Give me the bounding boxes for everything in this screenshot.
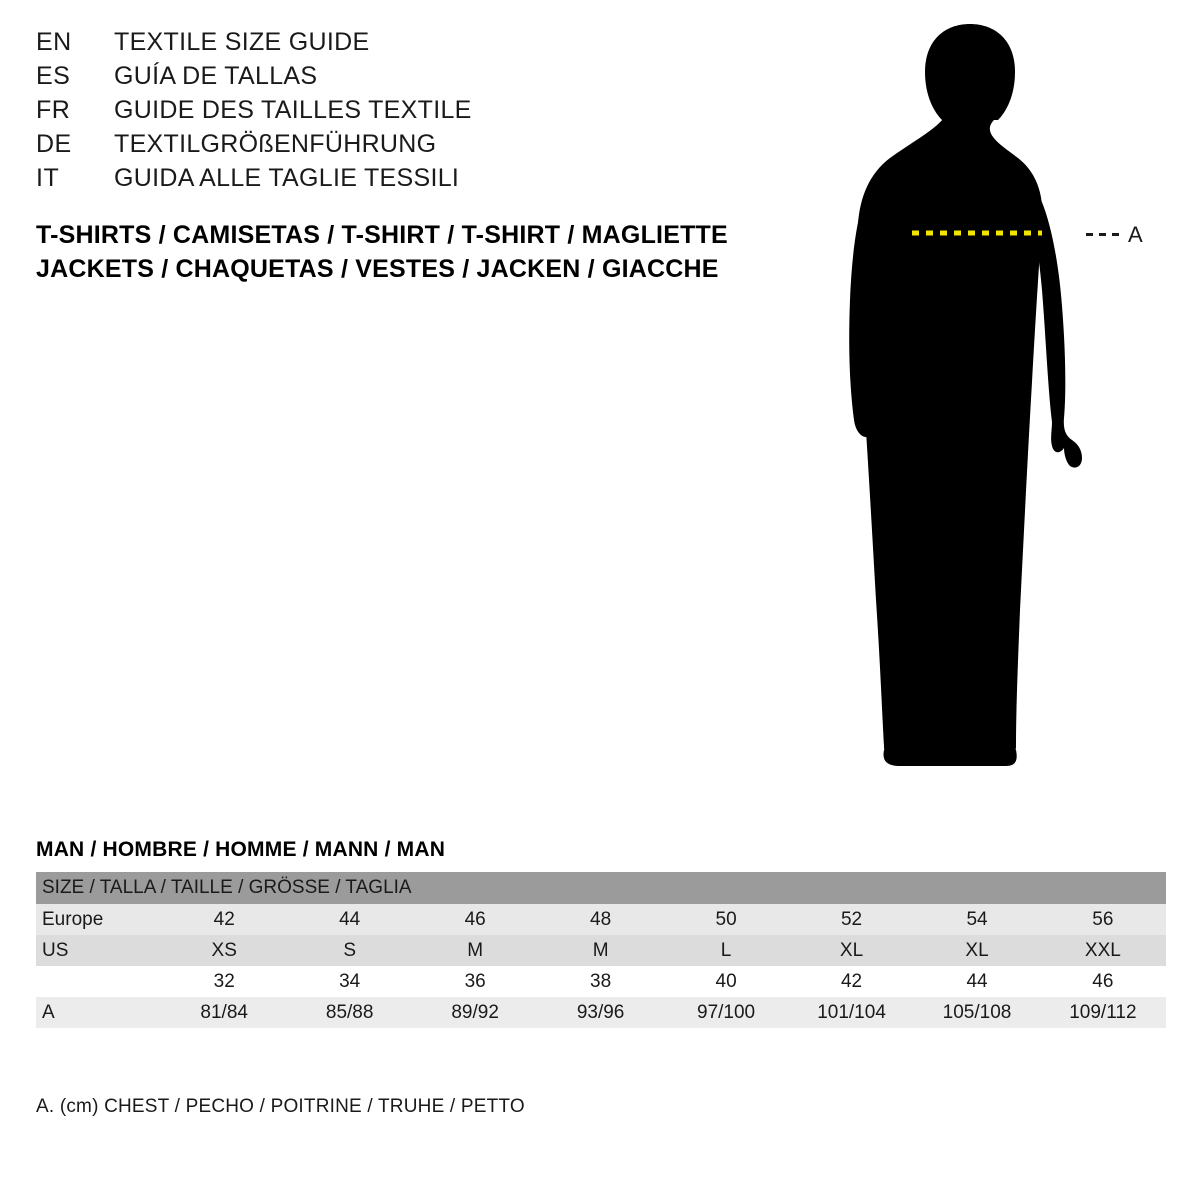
language-list [36, 28, 756, 198]
table-row [36, 935, 1166, 966]
cell-value: 44 [914, 966, 1039, 997]
language-text: GUIDE DES TAILLES TEXTILE [114, 96, 472, 124]
row-label: A [36, 997, 161, 1028]
size-table [36, 872, 1166, 1028]
row-label [36, 966, 161, 997]
cell-value: 89/92 [412, 997, 537, 1028]
cell-value: 32 [161, 966, 286, 997]
table-row [36, 904, 1166, 935]
cell-value: 97/100 [663, 997, 788, 1028]
language-code: EN [36, 28, 72, 56]
footnote-chest: A. (cm) CHEST / PECHO / POITRINE / TRUHE / PETTO [36, 1096, 525, 1117]
cell-value: M [538, 935, 663, 966]
cell-value: 36 [412, 966, 537, 997]
cell-value: 38 [538, 966, 663, 997]
cell-value: 105/108 [914, 997, 1039, 1028]
language-code: ES [36, 62, 71, 90]
cell-value: 42 [161, 904, 286, 935]
category-jackets: JACKETS / CHAQUETAS / VESTES / JACKEN / GIACCHE [36, 255, 719, 283]
garment-categories [36, 218, 796, 286]
table-row [36, 997, 1166, 1028]
cell-value: 93/96 [538, 997, 663, 1028]
cell-value: XXL [1040, 935, 1166, 966]
language-code: FR [36, 96, 71, 124]
cell-value: 40 [663, 966, 788, 997]
row-label: Europe [36, 904, 161, 935]
measure-leader-dashes [1086, 233, 1120, 236]
cell-value: 52 [789, 904, 914, 935]
language-row-fr [36, 96, 756, 130]
measure-label-a: A [1128, 222, 1143, 247]
cell-value: 85/88 [287, 997, 412, 1028]
cell-value: 42 [789, 966, 914, 997]
cell-value: 44 [287, 904, 412, 935]
language-text: TEXTILGRÖßENFÜHRUNG [114, 130, 437, 158]
cell-value: 56 [1040, 904, 1166, 935]
table-row [36, 966, 1166, 997]
language-row-es [36, 62, 756, 96]
cell-value: 34 [287, 966, 412, 997]
cell-value: 48 [538, 904, 663, 935]
table-header-label: SIZE / TALLA / TAILLE / GRÖSSE / TAGLIA [36, 872, 1166, 904]
language-row-de [36, 130, 756, 164]
language-code: DE [36, 130, 72, 158]
row-label: US [36, 935, 161, 966]
cell-value: 46 [412, 904, 537, 935]
gender-title: MAN / HOMBRE / HOMME / MANN / MAN [36, 838, 446, 861]
cell-value: XS [161, 935, 286, 966]
language-text: TEXTILE SIZE GUIDE [114, 28, 370, 56]
language-code: IT [36, 164, 60, 192]
cell-value: 46 [1040, 966, 1166, 997]
cell-value: 109/112 [1040, 997, 1166, 1028]
cell-value: XL [789, 935, 914, 966]
cell-value: L [663, 935, 788, 966]
size-table-section [36, 838, 1166, 1028]
cell-value: 101/104 [789, 997, 914, 1028]
category-tshirts: T-SHIRTS / CAMISETAS / T-SHIRT / T-SHIRT / MAGLIETTE [36, 221, 728, 249]
silhouette-svg [820, 10, 1190, 790]
language-text: GUÍA DE TALLAS [114, 62, 318, 90]
cell-value: XL [914, 935, 1039, 966]
cell-value: 54 [914, 904, 1039, 935]
cell-value: S [287, 935, 412, 966]
cell-value: 81/84 [161, 997, 286, 1028]
language-text: GUIDA ALLE TAGLIE TESSILI [114, 164, 460, 192]
table-header-row [36, 872, 1166, 904]
language-row-en [36, 28, 756, 62]
cell-value: M [412, 935, 537, 966]
cell-value: 50 [663, 904, 788, 935]
language-row-it [36, 164, 756, 198]
man-silhouette-figure [820, 10, 1190, 790]
